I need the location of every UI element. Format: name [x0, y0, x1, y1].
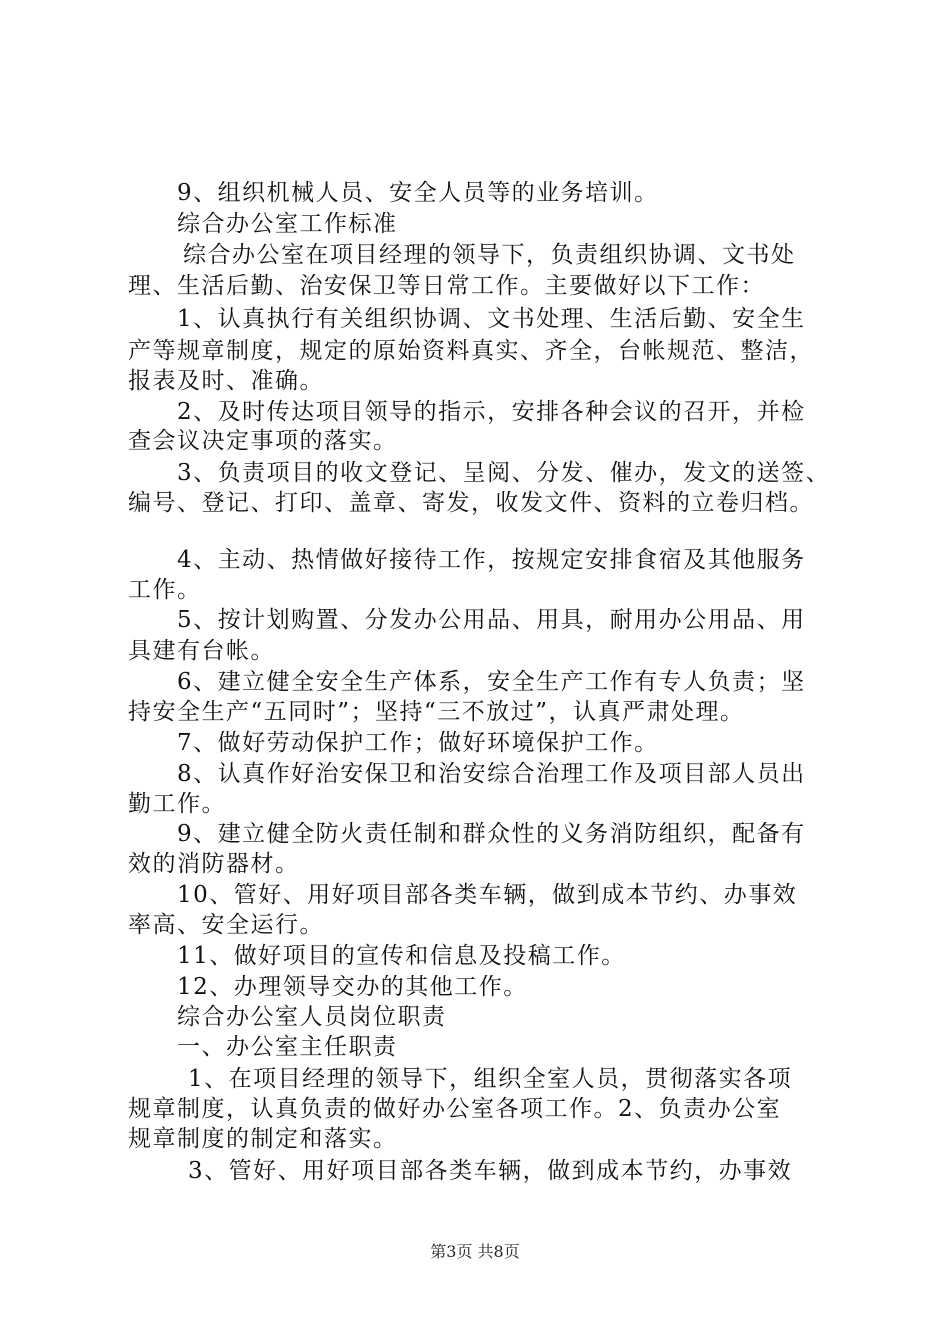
text-line: 综合办公室在项目经理的领导下，负责组织协调、文书处 — [183, 242, 796, 268]
text-line: 7、做好劳动保护工作；做好环境保护工作。 — [177, 730, 659, 756]
text-line: 规章制度，认真负责的做好办公室各项工作。2、负责办公室 — [128, 1096, 782, 1122]
text-line: 工作。 — [128, 577, 202, 603]
text-line: 2、及时传达项目领导的指示，安排各种会议的召开，并检 — [177, 399, 806, 425]
text-line: 率高、安全运行。 — [128, 912, 324, 938]
text-line: 5、按计划购置、分发办公用品、用具，耐用办公用品、用 — [177, 607, 806, 633]
text-line: 6、建立健全安全生产体系，安全生产工作有专人负责；坚 — [177, 669, 806, 695]
text-line: 9、建立健全防火责任制和群众性的义务消防组织，配备有 — [177, 821, 806, 847]
text-line: 1、认真执行有关组织协调、文书处理、生活后勤、安全生 — [177, 306, 806, 332]
text-line: 9、组织机械人员、安全人员等的业务培训。 — [177, 180, 659, 206]
text-line: 编号、登记、打印、盖章、寄发，收发文件、资料的立卷归档。 — [128, 490, 814, 516]
text-line: 规章制度的制定和落实。 — [128, 1126, 398, 1152]
text-line: 3、管好、用好项目部各类车辆，做到成本节约，办事效 — [188, 1158, 793, 1184]
text-line: 具建有台帐。 — [128, 638, 275, 664]
text-line: 4、主动、热情做好接待工作，按规定安排食宿及其他服务 — [177, 547, 806, 573]
text-line: 12、办理领导交办的其他工作。 — [177, 974, 528, 1000]
page-number: 第3页 共8页 — [430, 1242, 520, 1261]
text-line: 8、认真作好治安保卫和治安综合治理工作及项目部人员出 — [177, 761, 806, 787]
section-heading: 综合办公室人员岗位职责 — [177, 1004, 447, 1030]
text-line: 11、做好项目的宣传和信息及投稿工作。 — [177, 943, 626, 969]
text-line: 理、生活后勤、治安保卫等日常工作。主要做好以下工作： — [128, 273, 765, 299]
text-line: 报表及时、准确。 — [128, 368, 324, 394]
text-line: 3、负责项目的收文登记、呈阅、分发、催办，发文的送签、 — [177, 460, 831, 486]
section-heading: 一、办公室主任职责 — [177, 1034, 398, 1060]
text-line: 1、在项目经理的领导下，组织全室人员，贯彻落实各项 — [188, 1066, 793, 1092]
text-line: 10、管好、用好项目部各类车辆，做到成本节约、办事效 — [177, 882, 798, 908]
text-line: 查会议决定事项的落实。 — [128, 428, 398, 454]
text-line: 勤工作。 — [128, 791, 226, 817]
text-line: 持安全生产“五同时”；坚持“三不放过”，认真严肃处理。 — [128, 699, 745, 725]
section-heading: 综合办公室工作标准 — [177, 211, 398, 237]
text-line: 产等规章制度，规定的原始资料真实、齐全，台帐规范、整洁， — [128, 338, 814, 364]
text-line: 效的消防器材。 — [128, 851, 300, 877]
